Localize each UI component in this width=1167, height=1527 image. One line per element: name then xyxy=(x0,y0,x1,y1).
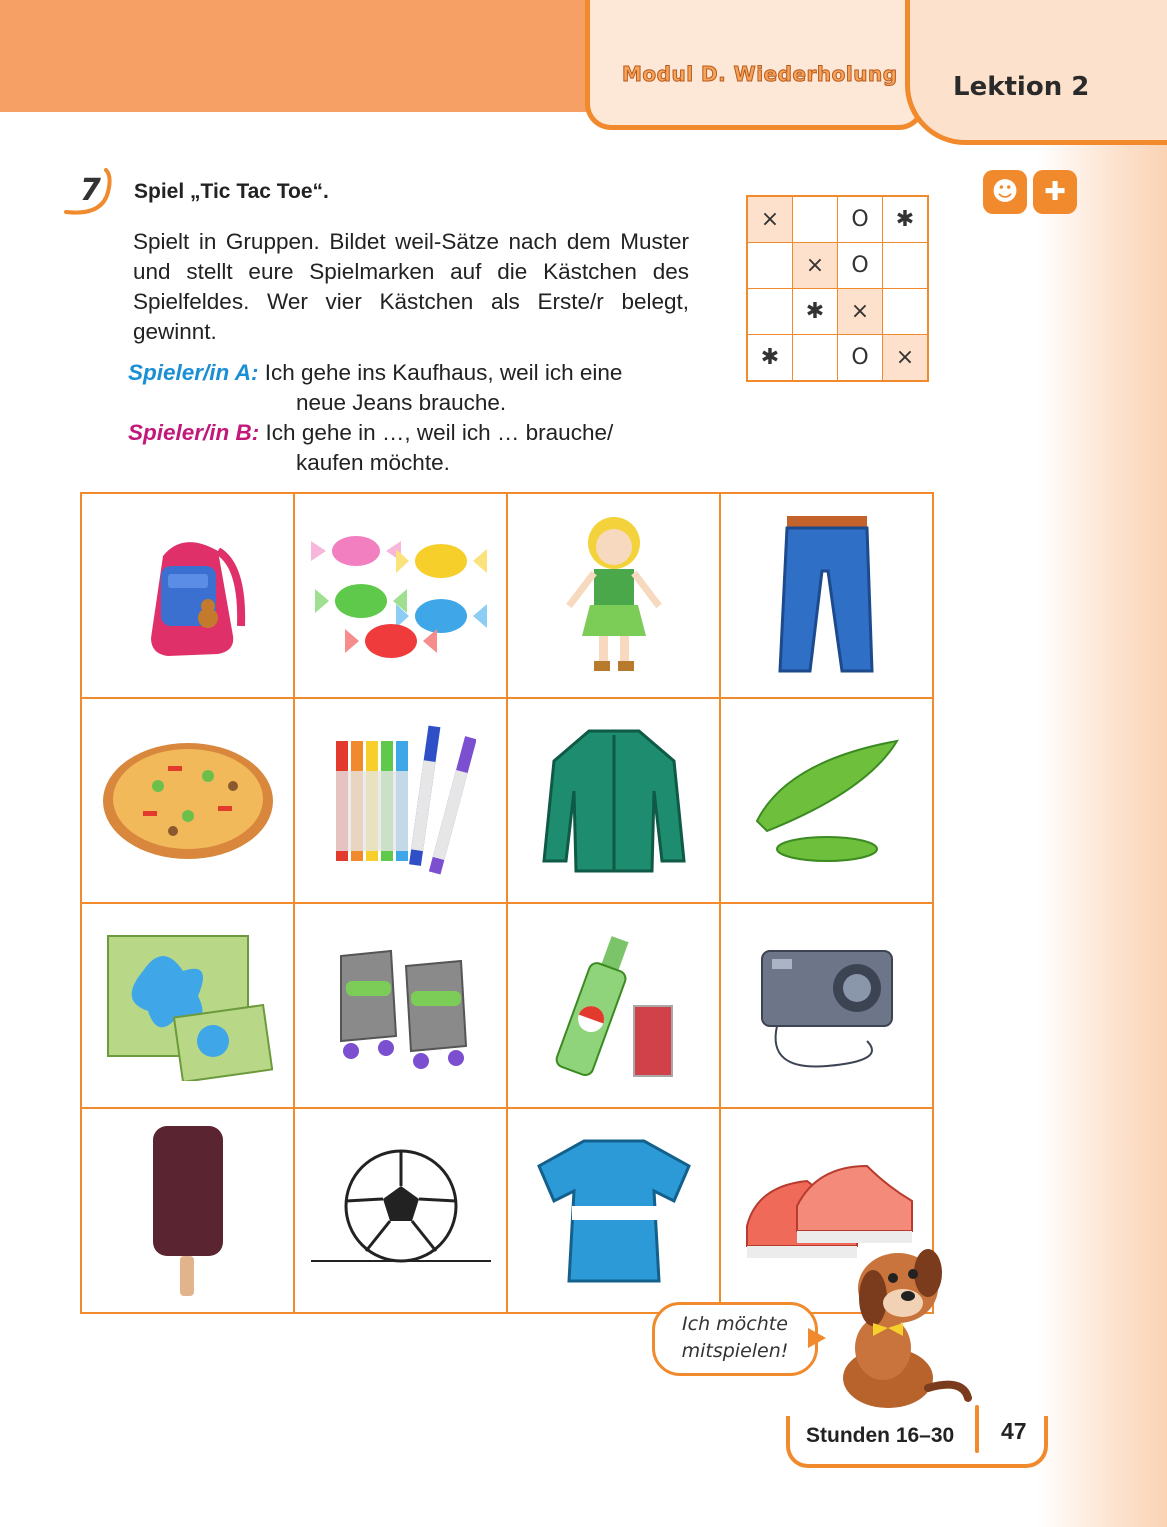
grid-cell xyxy=(81,698,294,903)
page-edge-strip xyxy=(1037,0,1167,1527)
grid-cell xyxy=(294,1108,507,1313)
ttt-cell xyxy=(747,243,793,289)
exercise-instruction: Spielt in Gruppen. Bildet weil-Sätze nach dem Muster und stellt eure Spielmarken auf die Kästchen des Spielfeldes. Wer vier Kästchen als Erste/r belegt, gewinnt. xyxy=(133,229,689,344)
pizza-icon xyxy=(98,736,278,866)
grid-cell xyxy=(720,698,933,903)
player-b-line1: Ich gehe in …, weil ich … brauche/ xyxy=(265,420,614,445)
activity-icons xyxy=(983,170,1083,214)
t-shirt-icon xyxy=(534,1131,694,1291)
speech-bubble-line1: Ich möchte xyxy=(682,1313,788,1335)
doll-icon xyxy=(554,511,674,681)
puzzle-icon: ✚ xyxy=(1033,170,1077,214)
ttt-cell: ✱ xyxy=(793,289,838,335)
football-icon xyxy=(306,1141,496,1281)
speech-bubble-line2: mitspielen! xyxy=(681,1340,789,1362)
jacket-icon xyxy=(534,721,694,881)
dog-mascot xyxy=(828,1228,978,1413)
soda-bottle-and-glass-icon xyxy=(549,926,679,1086)
ttt-cell xyxy=(747,289,793,335)
module-title: Modul D. Wiederholung xyxy=(622,62,898,86)
ttt-cell: × xyxy=(747,196,793,243)
ttt-cell xyxy=(793,196,838,243)
grid-cell xyxy=(81,1108,294,1313)
player-b-line2: kaufen möchte. xyxy=(296,450,450,475)
dialogue-player-b xyxy=(128,418,690,478)
grid-cell xyxy=(507,493,720,698)
ice-lolly-icon xyxy=(138,1121,238,1301)
ttt-cell: O xyxy=(838,196,883,243)
jigsaw-puzzle-icon xyxy=(103,931,273,1081)
jeans-icon xyxy=(772,511,882,681)
grid-cell xyxy=(507,903,720,1108)
grid-cell xyxy=(507,698,720,903)
player-a-line2: neue Jeans brauche. xyxy=(296,390,507,415)
tic-tac-toe-board xyxy=(746,195,929,382)
grid-cell xyxy=(294,493,507,698)
player-a-label: Spieler/in A: xyxy=(128,360,259,385)
exercise-number-badge xyxy=(62,168,118,216)
candies-icon xyxy=(301,521,501,671)
page-number: 47 xyxy=(1001,1418,1027,1444)
player-a-line1: Ich gehe ins Kaufhaus, weil ich eine xyxy=(264,360,623,385)
player-b-label: Spieler/in B: xyxy=(128,420,260,445)
ttt-cell: × xyxy=(838,289,883,335)
picture-grid xyxy=(80,492,934,1314)
group-icon: ☻ xyxy=(983,170,1027,214)
dialogue-player-a xyxy=(128,358,690,418)
header-band xyxy=(0,0,600,112)
ttt-cell: O xyxy=(838,243,883,289)
roller-skates-icon xyxy=(321,936,481,1076)
grid-cell xyxy=(507,1108,720,1313)
ttt-cell: O xyxy=(838,335,883,382)
grid-cell xyxy=(720,903,933,1108)
ttt-cell xyxy=(883,289,929,335)
grid-cell xyxy=(81,493,294,698)
ttt-cell: × xyxy=(793,243,838,289)
exercise-number: 7 xyxy=(80,173,101,208)
grid-cell xyxy=(81,903,294,1108)
speech-bubble-tail xyxy=(808,1328,826,1348)
ttt-cell xyxy=(793,335,838,382)
ttt-cell: ✱ xyxy=(883,196,929,243)
ttt-cell: ✱ xyxy=(747,335,793,382)
cucumber-icon xyxy=(747,731,907,871)
grid-cell xyxy=(294,903,507,1108)
footer-lessons: Stunden 16–30 xyxy=(806,1424,955,1447)
grid-cell xyxy=(294,698,507,903)
ttt-cell: × xyxy=(883,335,929,382)
markers-icon xyxy=(326,721,476,881)
camera-icon xyxy=(747,931,907,1081)
footer-divider xyxy=(975,1405,979,1453)
exercise-title: Spiel „Tic Tac Toe“. xyxy=(134,180,329,203)
ttt-cell xyxy=(883,243,929,289)
speech-bubble xyxy=(652,1302,818,1376)
lesson-title: Lektion 2 xyxy=(953,72,1090,102)
backpack-icon xyxy=(123,526,253,666)
grid-cell xyxy=(720,493,933,698)
